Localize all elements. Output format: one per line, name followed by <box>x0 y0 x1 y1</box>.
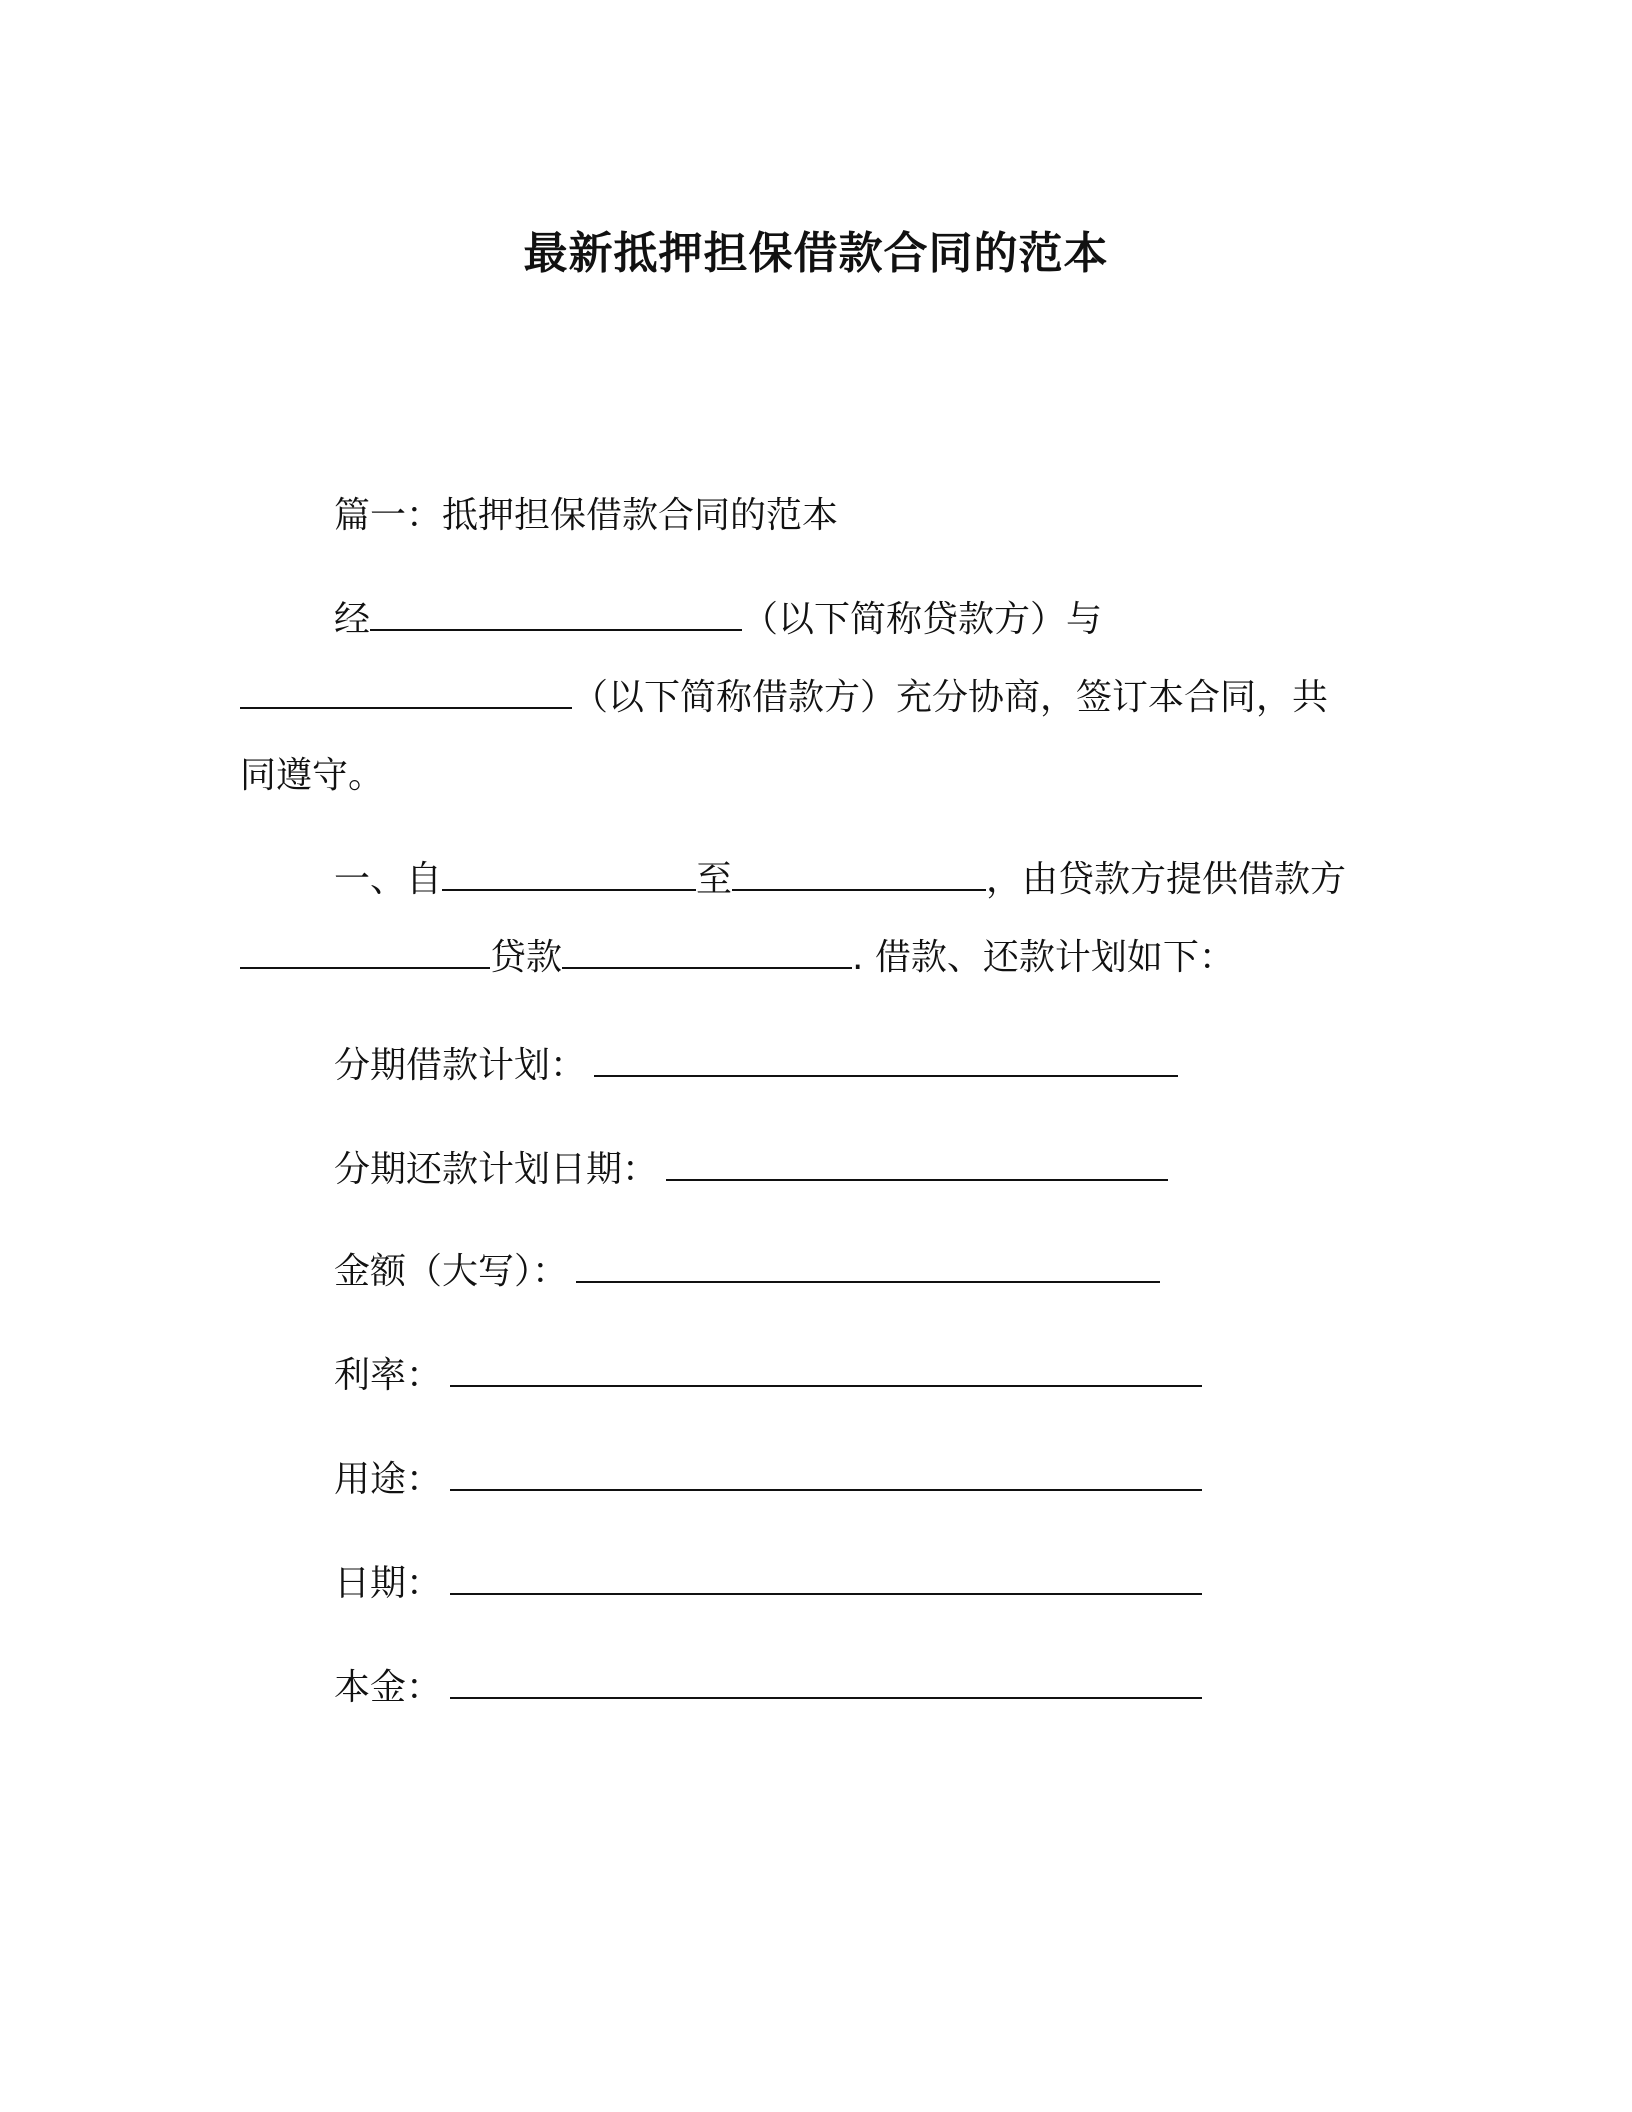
field-date <box>334 1558 1202 1610</box>
clause1-loan: 贷款 <box>490 937 563 978</box>
intro-prefix: 经 <box>334 599 371 640</box>
field-label: 分期还款计划日期： <box>334 1149 659 1190</box>
start-date-blank <box>442 857 696 891</box>
field-blank <box>450 1353 1202 1387</box>
field-principal <box>334 1662 1202 1714</box>
field-label: 金额（大写）： <box>334 1251 569 1292</box>
loan-type-blank <box>240 935 490 969</box>
intro-line2-suffix: （以下简称借款方）充分协商，签订本合同，共 <box>572 677 1329 718</box>
clause1-line2-suffix: . 借款、还款计划如下： <box>852 937 1235 978</box>
clause1-to: 至 <box>696 859 733 900</box>
field-blank <box>450 1561 1202 1595</box>
intro-line-3: 同遵守。 <box>240 755 385 796</box>
clause1-line-1 <box>334 854 1346 906</box>
field-label: 分期借款计划： <box>334 1045 587 1086</box>
field-purpose <box>334 1454 1202 1506</box>
clause1-line-2 <box>240 932 1235 984</box>
intro-line1-suffix: （以下简称贷款方）与 <box>742 599 1103 640</box>
field-blank <box>594 1043 1178 1077</box>
field-blank <box>450 1457 1202 1491</box>
field-amount-uppercase <box>334 1246 1160 1298</box>
section-heading: 篇一：抵押担保借款合同的范本 <box>334 495 839 536</box>
lender-name-blank <box>370 597 742 631</box>
field-label: 利率： <box>334 1355 443 1396</box>
borrower-name-blank <box>240 675 572 709</box>
field-interest-rate <box>334 1350 1202 1402</box>
clause1-prefix: 一、自 <box>334 859 443 900</box>
field-label: 用途： <box>334 1459 443 1500</box>
field-installment-repayment-date <box>334 1144 1168 1196</box>
intro-line-2 <box>240 672 1328 724</box>
end-date-blank <box>732 857 986 891</box>
loan-amount-blank <box>562 935 852 969</box>
field-blank <box>576 1249 1160 1283</box>
field-label: 日期： <box>334 1563 443 1604</box>
field-blank <box>450 1665 1202 1699</box>
intro-line-1 <box>334 594 1102 646</box>
document-title: 最新抵押担保借款合同的范本 <box>523 228 1109 279</box>
clause1-suffix: ，由贷款方提供借款方 <box>986 859 1347 900</box>
field-installment-borrowing-plan <box>334 1040 1178 1092</box>
field-blank <box>666 1147 1168 1181</box>
field-label: 本金： <box>334 1667 443 1708</box>
